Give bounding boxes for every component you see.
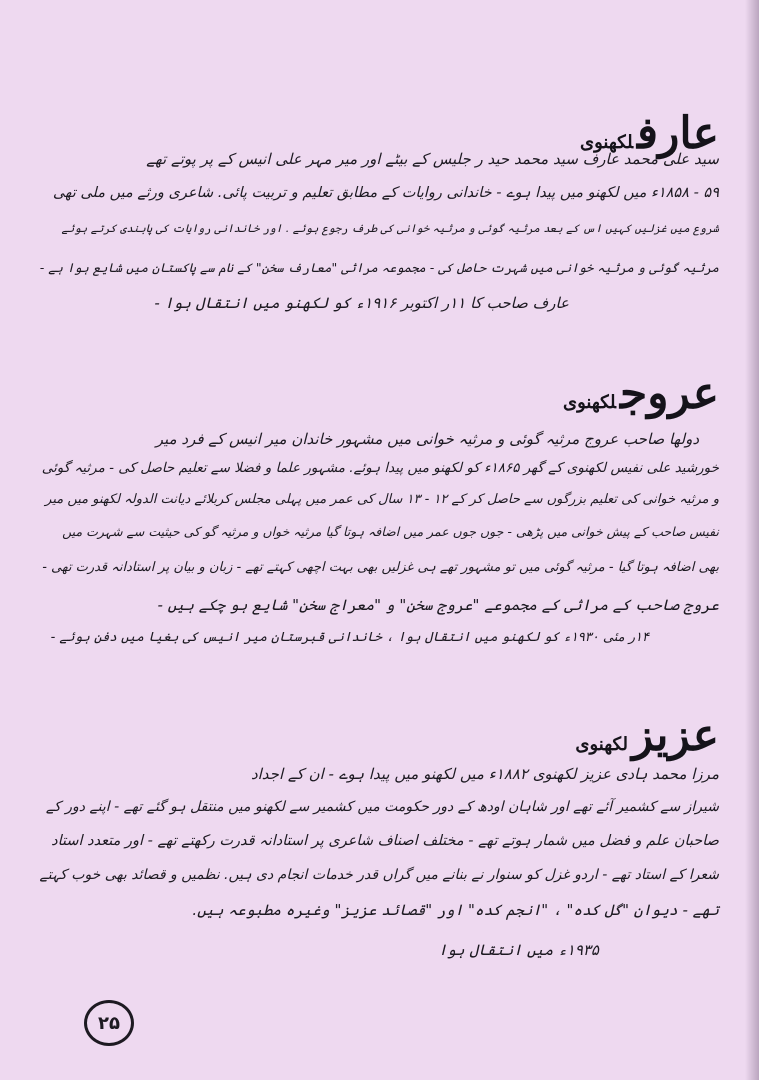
text-line: ۵۹ - ۱۸۵۸ء میں لکھنو میں پیدا ہوے - خاندانی روایات کے مطابق تعلیم و تربیت پائی. شاعری ورثے میں ملی تھی: [52, 185, 719, 201]
heading-city: لکھنوی: [580, 132, 634, 153]
text-line: دولھا صاحب عروج مرثیہ گوئی و مرثیہ خوانی میں مشہور خاندان میر انیس کے فرد میر: [155, 430, 699, 448]
heading-name: عروج: [620, 368, 719, 419]
text-line: ۱۴ر مئی ۱۹۳۰ء کو لکھنو میں انتقال ہوا ، خاندانی قبرستان میر انیس کی بغیا میں دفن ہوئے -: [50, 630, 649, 645]
section-body-urooj: [39, 430, 719, 665]
heading-name: عارف: [637, 108, 719, 159]
text-line: مرزا محمد ہادی عزیز لکھنوی ۱۸۸۲ء میں لکھنو میں پیدا ہوے - ان کے اجداد: [250, 765, 719, 783]
text-line: شعرا کے استاد تھے - اردو غزل کو سنوار نے بنانے میں گراں قدر خدمات انجام دی ہیں. نظمیں و قصائد بھی خوب کہتے: [39, 867, 719, 883]
text-line: خورشید علی نفیس لکھنوی کے گھر ۱۸۶۵ء کو لکھنو میں پیدا ہوئے. مشہور علما و فضلا سے تعلیم حاصل کی - مرثیہ گوئی: [41, 460, 719, 476]
text-line: تھے - دیوان "گل کدہ" ، "انجم کدہ" اور "قصائد عزیز" وغیرہ مطبوعہ ہیں.: [192, 901, 719, 919]
text-line: ۱۹۳۵ء میں انتقال ہوا: [438, 941, 599, 959]
heading-name: عزیز: [631, 710, 719, 761]
section-heading-urooj: [563, 368, 719, 419]
page-number: ۲۵: [84, 1000, 134, 1046]
section-body-arif: [39, 150, 719, 350]
text-line: شیراز سے کشمیر آئے تھے اور شاہان اودھ کے دور حکومت میں کشمیر سے لکھنو میں منتقل ہو گئے تھے - اپنے دور کے: [45, 799, 719, 815]
section-heading-aziz: [575, 710, 719, 761]
text-line: شروع میں غزلیں کہیں اس کے بعد مرثیہ گوئی و مرثیہ خوانی کی طرف رجوع ہوئے . اور خاندانی روایات کی پابندی کرتے ہوئے: [61, 222, 719, 235]
heading-city: لکھنوی: [563, 392, 617, 413]
section-body-aziz: [39, 765, 719, 965]
text-line: عارف صاحب کا ۱۱ر اکتوبر ۱۹۱۶ء کو لکھنو میں انتقال ہوا -: [154, 294, 569, 312]
text-line: و مرثیہ خوانی کی تعلیم بزرگوں سے حاصل کر کے ۱۲ - ۱۳ سال کی عمر میں پہلی مجلس کربلائے دیانت الدولہ لکھنو میں میر: [45, 492, 719, 507]
text-line: نفیس صاحب کے پیش خوانی میں پڑھی - جوں جوں عمر میں اضافہ ہوتا گیا مرثیہ خواں و مرثیہ گو کی حیثیت سے شہرت میں: [62, 524, 719, 539]
text-line: صاحبان علم و فضل میں شمار ہوتے تھے - مختلف اصناف شاعری پر استادانہ قدرت رکھتے تھے - اور متعدد استاد: [51, 833, 719, 849]
text-line: مرثیہ گوئی و مرثیہ خوانی میں شہرت حاصل کی - مجموعہ مراثی "معارف سخن" کے نام سے پاکستان میں شایع ہوا ہے -: [39, 260, 719, 275]
page-edge-shadow: [745, 0, 759, 1080]
text-line: سید علی محمد عارف سید محمد حید ر جلیس کے بیٹے اور میر مہر علی انیس کے پر پوتے تھے: [146, 150, 719, 168]
heading-city: لکھنوی: [575, 734, 628, 755]
text-line: عروج صاحب کے مراثی کے مجموعے "عروج سخن" و "معراج سخن" شایع ہو چکے ہیں -: [157, 596, 719, 614]
text-line: بھی اضافہ ہوتا گیا - مرثیہ گوئی میں تو مشہور تھے ہی غزلیں بھی بہت اچھی کہتے تھے - زبان و بیان پر استادانہ قدرت تھی -: [42, 560, 719, 575]
